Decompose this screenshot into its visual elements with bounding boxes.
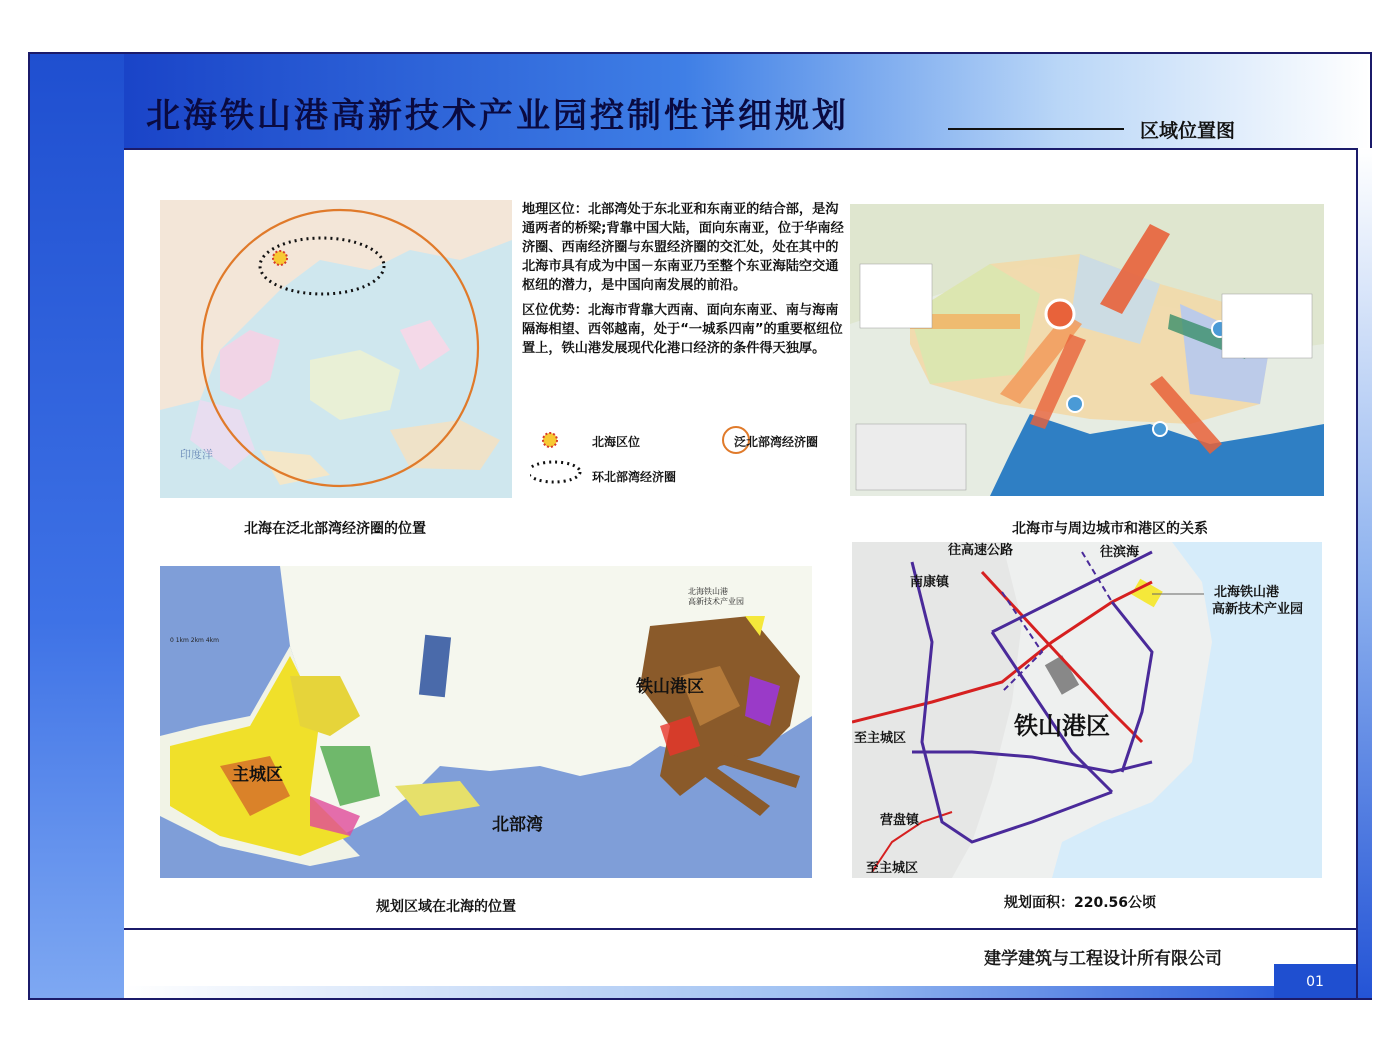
page-subtitle: 区域位置图	[1140, 120, 1236, 142]
tieshan-port-label: 铁山港区	[636, 677, 704, 697]
caption-map4: 规划面积：220.56公顷	[1004, 895, 1157, 911]
legend-symbols	[530, 420, 850, 490]
adv-label: 区位优势：	[522, 303, 588, 318]
tieshan-district-label: 铁山港区	[1014, 712, 1110, 740]
page-number: 01	[1274, 964, 1356, 998]
caption-map1: 北海在泛北部湾经济圈的位置	[244, 521, 426, 537]
left-blue-bar	[30, 54, 124, 998]
beibu-bay-label: 北部湾	[492, 815, 543, 835]
geo-text: 北部湾处于东北亚和东南亚的结合部，是沟通两者的桥梁;背靠中国大陆，面向东南亚，位于华南经济圈、西南经济圈与东盟经济圈的交汇处，处在其中的北海市具有成为中国－东南亚乃至整个东亚海陆空交通枢纽的潜力，是中国向南发展的前沿。	[522, 202, 844, 293]
ring-beibu-circle-icon	[530, 462, 580, 482]
park-name-line1: 北海铁山港	[1214, 585, 1280, 600]
map-pan-beibu	[160, 200, 512, 498]
company-name: 建学建筑与工程设计所有限公司	[984, 949, 1222, 969]
nankang-town-label: 南康镇	[910, 575, 950, 590]
to-expressway-label: 往高速公路	[948, 543, 1014, 558]
footer-gradient-bar	[124, 986, 1274, 998]
legend-pan-beibu: 泛北部湾经济圈	[734, 435, 819, 449]
to-main-city-label-1: 至主城区	[854, 731, 907, 746]
subtitle-underline	[948, 128, 1124, 130]
footer-line	[124, 928, 1356, 930]
map-road-network	[852, 542, 1322, 878]
indian-ocean-label: 印度洋	[180, 448, 213, 461]
park-label-line1: 北海铁山港	[688, 587, 728, 596]
caption-map2: 北海市与周边城市和港区的关系	[1012, 521, 1208, 537]
adv-text: 北海市背靠大西南、面向东南亚、南与海南隔海相望、西邻越南，处于“一城系四南”的重要枢纽位置上，铁山港发展现代化港口经济的条件得天独厚。	[522, 303, 843, 356]
scale-bar: 0 1km 2km 4km	[170, 637, 219, 644]
page-title: 北海铁山港高新技术产业园控制性详细规划	[146, 96, 849, 136]
location-description	[522, 200, 846, 364]
map-city-relations	[850, 204, 1324, 496]
legend-ring-beibu: 环北部湾经济圈	[592, 470, 677, 484]
park-name-line2: 高新技术产业园	[1212, 602, 1304, 617]
geo-label: 地理区位：	[522, 202, 588, 217]
caption-map3: 规划区域在北海的位置	[376, 899, 516, 915]
to-main-city-label-2: 至主城区	[866, 861, 919, 876]
beihai-location-icon	[543, 433, 557, 447]
yingpan-town-label: 营盘镇	[880, 813, 920, 828]
park-label-line2: 高新技术产业园	[688, 597, 744, 606]
to-binhai-label: 往滨海	[1100, 545, 1140, 560]
map-planning-area	[160, 566, 812, 878]
right-gradient-bar	[1356, 148, 1372, 998]
main-city-label: 主城区	[232, 765, 283, 785]
legend-beihai-location: 北海区位	[592, 435, 641, 449]
